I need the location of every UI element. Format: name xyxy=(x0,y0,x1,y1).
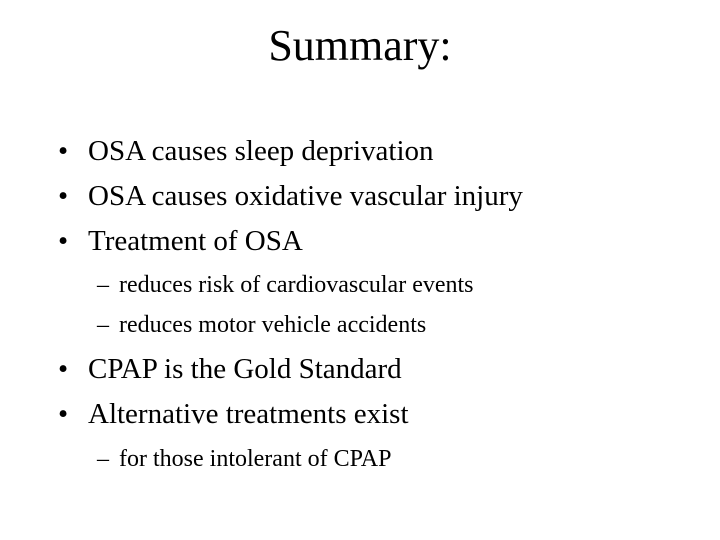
bullet-text: Treatment of OSA xyxy=(88,225,303,257)
bullet-text: OSA causes sleep deprivation xyxy=(88,135,434,167)
bullet-item xyxy=(58,223,303,259)
bullet-text: OSA causes oxidative vascular injury xyxy=(88,180,523,212)
sub-bullet-item xyxy=(97,270,474,300)
bullet-icon: • xyxy=(58,225,69,257)
bullet-item xyxy=(58,133,434,169)
bullet-icon: • xyxy=(58,398,69,430)
sub-bullet-text: reduces risk of cardiovascular events xyxy=(119,272,474,298)
bullet-text: CPAP is the Gold Standard xyxy=(88,353,402,385)
sub-bullet-text: for those intolerant of CPAP xyxy=(119,446,392,472)
bullet-text: Alternative treatments exist xyxy=(88,398,409,430)
bullet-item xyxy=(58,178,523,214)
sub-bullet-item xyxy=(97,444,391,474)
sub-bullet-item xyxy=(97,310,426,340)
slide-title: Summary: xyxy=(268,21,452,70)
sub-bullet-text: reduces motor vehicle accidents xyxy=(119,312,427,338)
bullet-icon: • xyxy=(58,180,69,212)
bullet-icon: • xyxy=(58,353,69,385)
dash-icon: – xyxy=(97,312,109,338)
bullet-item xyxy=(58,351,402,387)
dash-icon: – xyxy=(97,446,109,472)
bullet-item xyxy=(58,396,409,432)
bullet-icon: • xyxy=(58,135,69,167)
dash-icon: – xyxy=(97,272,109,298)
